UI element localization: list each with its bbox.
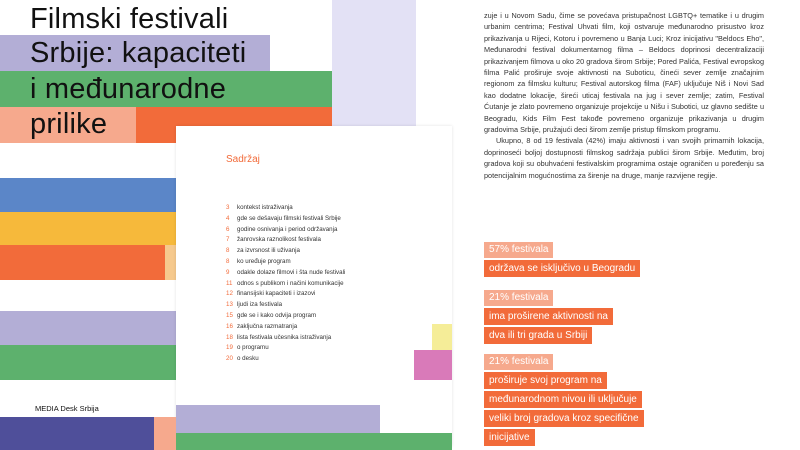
yellow-band bbox=[0, 212, 176, 245]
toc-item[interactable] bbox=[226, 311, 426, 322]
cover-title-line-2: Srbije: kapaciteti bbox=[30, 37, 247, 69]
blue-band bbox=[0, 178, 176, 212]
lavender-band-bottom bbox=[176, 405, 380, 433]
stat-headline: 57% festivala bbox=[484, 242, 553, 258]
toc-page-number: 6 bbox=[226, 225, 230, 233]
toc-item[interactable] bbox=[226, 289, 426, 300]
green-band-2 bbox=[0, 345, 176, 380]
stat-headline: 21% festivala bbox=[484, 354, 553, 370]
stat-callout-3 bbox=[484, 351, 644, 446]
toc-page-number: 7 bbox=[226, 236, 230, 244]
toc-item-label: gde se dešavaju filmski festivali Srbije bbox=[237, 214, 341, 222]
stat-callout-2 bbox=[484, 287, 613, 344]
toc-item-label: o programu bbox=[237, 344, 269, 352]
toc-item-label: odakle dolaze filmovi i šta nude festivali bbox=[237, 268, 346, 276]
toc-item-label: ljudi iza festivala bbox=[237, 301, 283, 309]
body-text bbox=[484, 10, 764, 181]
salmon-band-bottom bbox=[154, 417, 176, 450]
stat-line: dva ili tri grada u Srbiji bbox=[484, 327, 592, 344]
toc-item[interactable] bbox=[226, 268, 426, 279]
toc-list bbox=[226, 203, 426, 365]
toc-item-label: godine osnivanja i period održavanja bbox=[237, 225, 338, 233]
cover-title-line-3: i međunarodne bbox=[30, 73, 227, 105]
salmon-tab bbox=[165, 245, 176, 280]
pale-yellow-block bbox=[432, 324, 452, 350]
toc-page-number: 8 bbox=[226, 257, 230, 265]
toc-page-number: 13 bbox=[226, 301, 233, 309]
stat-line: ima proširene aktivnosti na bbox=[484, 308, 613, 325]
toc-item-label: za izvrsnost ili uživanja bbox=[237, 247, 300, 255]
toc-item-label: finansijski kapaciteti i izazovi bbox=[237, 290, 316, 298]
toc-item-label: odnos s publikom i načini komunikacije bbox=[237, 279, 344, 287]
stat-line: veliki broj gradova kroz specifične bbox=[484, 410, 644, 427]
toc-item-label: kontekst istraživanja bbox=[237, 204, 293, 211]
stat-line: međunarodnom nivou ili uključuje bbox=[484, 391, 642, 408]
toc-item[interactable] bbox=[226, 300, 426, 311]
toc-page-number: 16 bbox=[226, 322, 233, 330]
toc-item-label: o desku bbox=[237, 355, 259, 363]
stat-headline: 21% festivala bbox=[484, 290, 553, 306]
stat-line: održava se isključivo u Beogradu bbox=[484, 260, 640, 277]
stat-callout-1 bbox=[484, 239, 640, 277]
pale-lavender-band bbox=[332, 0, 416, 128]
toc-item[interactable] bbox=[226, 225, 426, 236]
toc-item-label: žanrovska raznolikost festivala bbox=[237, 236, 321, 244]
cover-title-line-1: Filmski festivali bbox=[30, 3, 229, 35]
table-of-contents-page bbox=[176, 126, 452, 446]
toc-item-label: zaključna razmatranja bbox=[237, 322, 298, 330]
toc-item[interactable] bbox=[226, 235, 426, 246]
toc-item-label: lista festivala učesnika istraživanja bbox=[237, 333, 332, 341]
orange-band-2 bbox=[0, 245, 176, 280]
toc-page-number: 19 bbox=[226, 344, 233, 352]
toc-page-number: 8 bbox=[226, 247, 230, 255]
pink-block bbox=[414, 350, 452, 380]
toc-page-number: 11 bbox=[226, 279, 233, 287]
toc-heading: Sadržaj bbox=[226, 154, 260, 165]
body-paragraph: Ukupno, 8 od 19 festivala (42%) imaju aktivnosti i van svojih primarnih lokacija, doprinoseći boljoj dostupnosti filmskog sadržaja publici širom Srbije. Međutim, broj gradova koji su obuhvaćeni festivalskim programima ostaje ograničen u poređenju sa potencijalnim mogućnostima za širenje na druge, manje razvijene regije. bbox=[484, 136, 764, 180]
toc-page-number: 9 bbox=[226, 268, 230, 276]
toc-item[interactable] bbox=[226, 354, 426, 365]
green-band-bottom bbox=[176, 433, 452, 450]
toc-item[interactable] bbox=[226, 246, 426, 257]
toc-item[interactable] bbox=[226, 203, 426, 214]
toc-page-number: 15 bbox=[226, 311, 233, 319]
toc-item[interactable] bbox=[226, 214, 426, 225]
indigo-band bbox=[0, 417, 154, 450]
toc-page-number: 12 bbox=[226, 290, 233, 298]
stat-line: inicijative bbox=[484, 429, 535, 446]
body-paragraph: zuje i u Novom Sadu, čime se povećava pristupačnost LGBTQ+ tematike i u drugim urbanim centrima; Festival Uhvati film, koji ostvaruje međunarodno prisustvo kroz prikazivanja u Rijeci, Kotoru i povremeno u Banja Luci; Kroz inicijativu "Beldocs Eho", Međunarodni festival dokumentarnog filma – Beldocs doprinosi decentralizaciji prikazivanjem filmova u oko 20 gradova širom Srbije; Pored Palića, Festival evropskog filma Palić proširuje svoje aktivnosti na Suboticu, čineći sever zemlje značajnim regionom za filmsku kulturu; Festival autorskog filma (FAF) uključuje Niš i Novi Sad kao dodatne lokacije, šireći uticaj festivala na jug i sever zemlje; zatim, Festival Ćutanje je zlato povremeno organizuje projekcije u Nišu i Subotici, uz glavno sedište u Beogradu, Kids Film Fest takođe povremeno organizuje prikazivanja u drugim gradovima Srbije, pružajući deci širom zemlje pristup filmskom programu. bbox=[484, 11, 764, 135]
toc-item-label: ko uređuje program bbox=[237, 257, 291, 265]
publisher-label: MEDIA Desk Srbija bbox=[35, 404, 99, 413]
toc-item[interactable] bbox=[226, 279, 426, 290]
cover-title-line-4: prilike bbox=[30, 108, 108, 140]
toc-item[interactable] bbox=[226, 343, 426, 354]
stat-line: proširuje svoj program na bbox=[484, 372, 607, 389]
toc-item[interactable] bbox=[226, 322, 426, 333]
toc-page-number: 3 bbox=[226, 204, 230, 211]
toc-item[interactable] bbox=[226, 333, 426, 344]
toc-page-number: 18 bbox=[226, 333, 233, 341]
toc-item-label: gde se i kako odvija program bbox=[237, 311, 317, 319]
toc-item[interactable] bbox=[226, 257, 426, 268]
toc-page-number: 20 bbox=[226, 355, 233, 363]
toc-page-number: 4 bbox=[226, 214, 230, 222]
lavender-band-2 bbox=[0, 311, 176, 345]
